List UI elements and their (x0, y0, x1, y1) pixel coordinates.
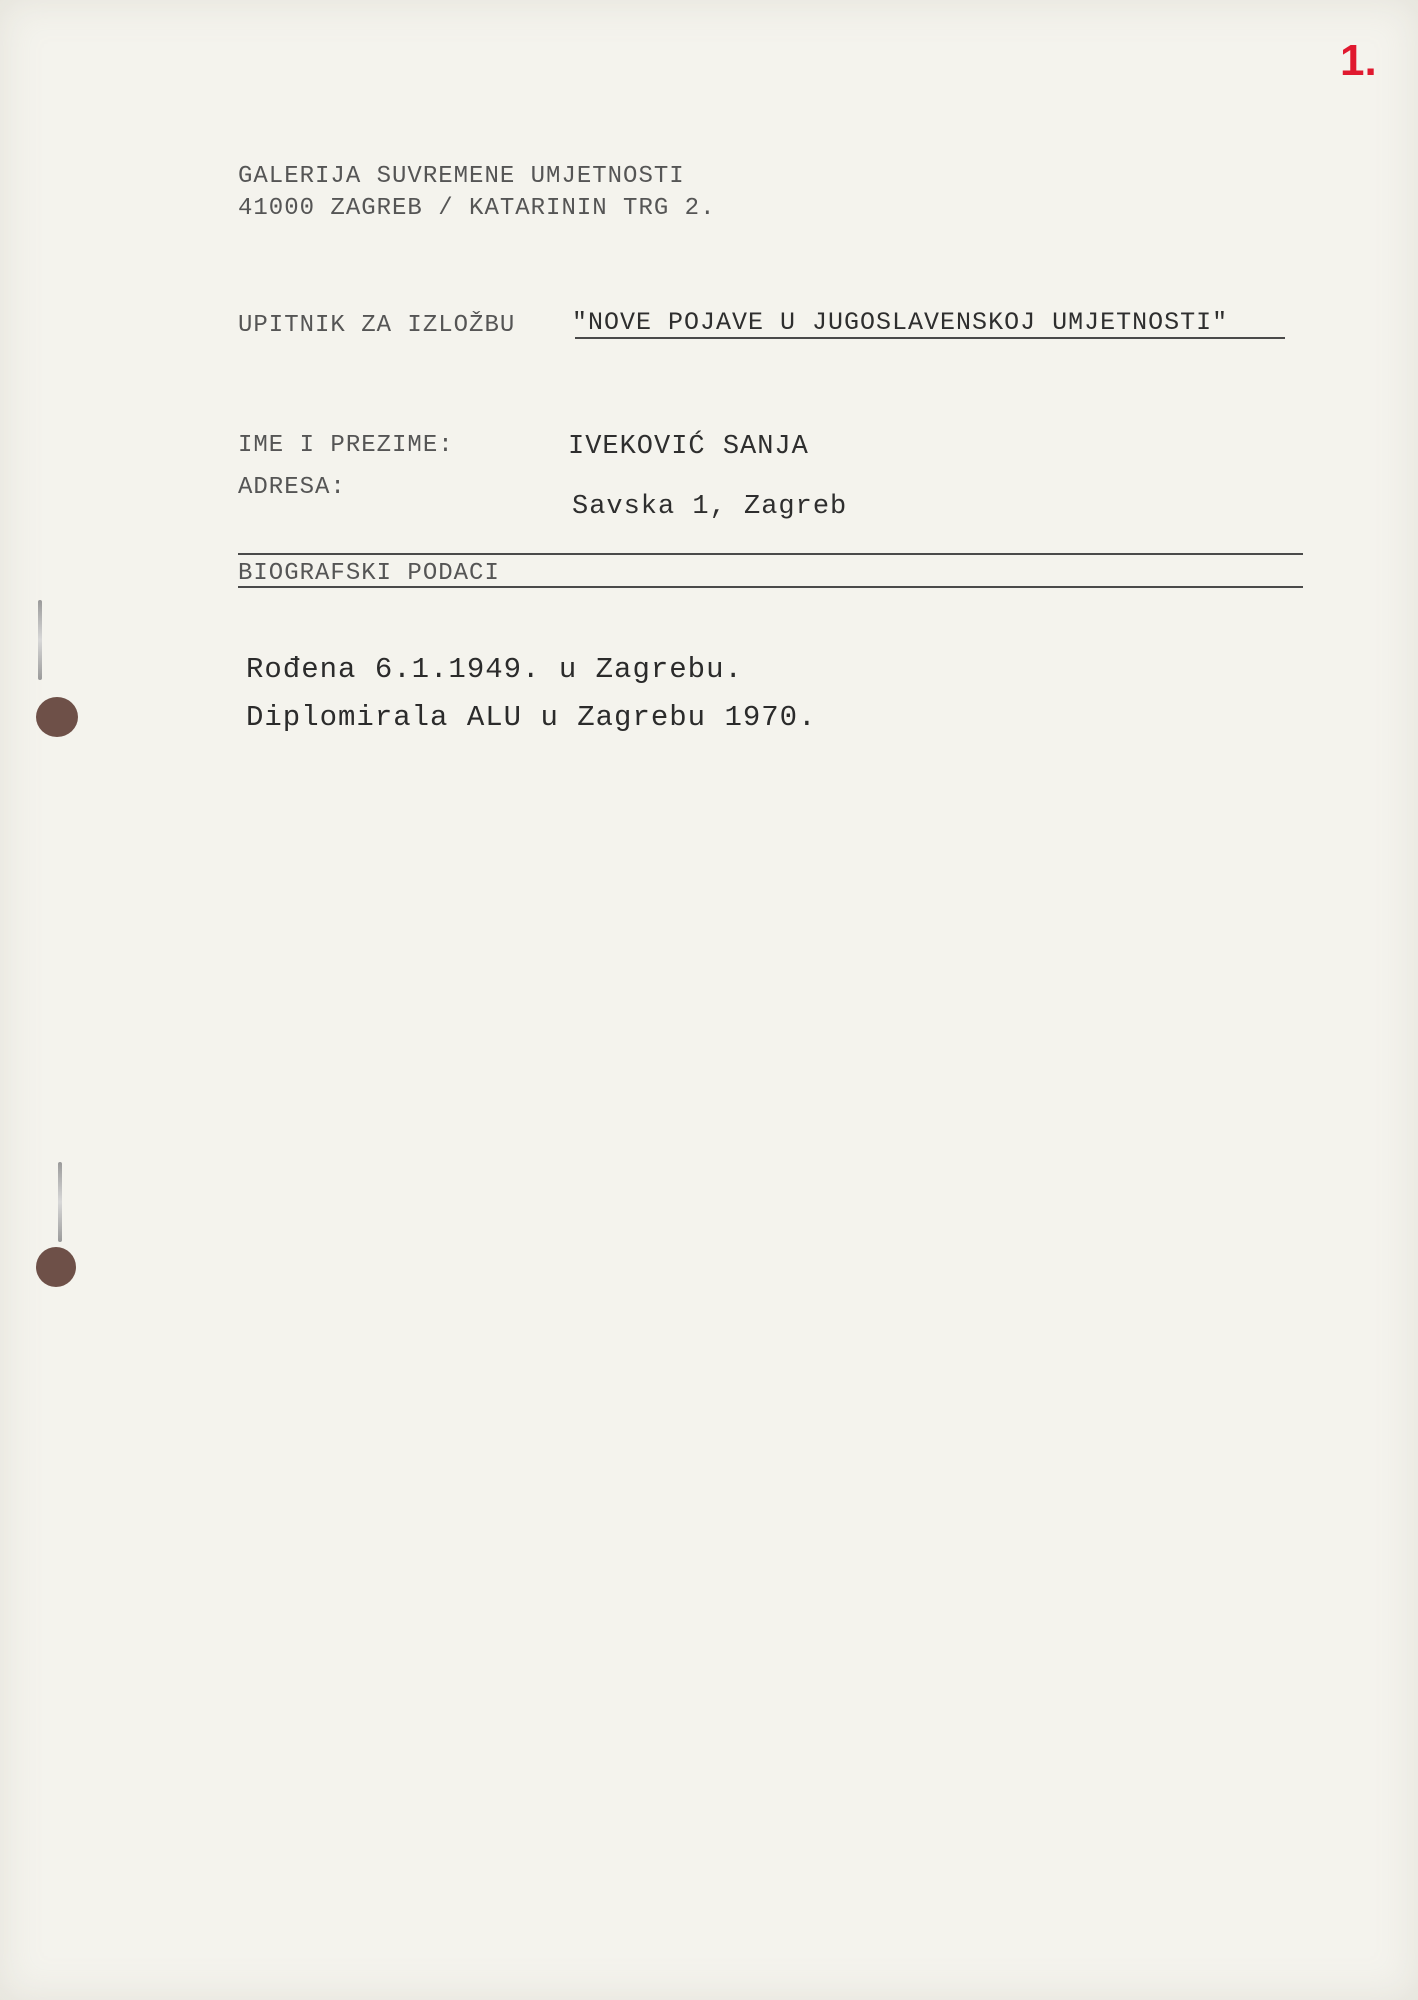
questionnaire-prefix: UPITNIK ZA IZLOŽBU (238, 312, 516, 339)
section-rule-bottom (238, 586, 1303, 588)
punch-hole (36, 1247, 76, 1287)
name-value: IVEKOVIĆ SANJA (568, 432, 809, 462)
name-label: IME I PREZIME: (238, 432, 454, 459)
title-underline (575, 337, 1285, 339)
address-value: Savska 1, Zagreb (572, 492, 848, 522)
address-label: ADRESA: (238, 474, 346, 501)
biography-birth: Rođena 6.1.1949. u Zagrebu. (246, 653, 743, 686)
biography-education: Diplomirala ALU u Zagrebu 1970. (246, 701, 817, 734)
gallery-address: 41000 ZAGREB / KATARININ TRG 2. (238, 195, 716, 222)
staple-mark (58, 1162, 62, 1242)
page-number: 1. (1340, 36, 1377, 85)
staple-mark (38, 600, 42, 680)
section-title: BIOGRAFSKI PODACI (238, 560, 500, 587)
section-rule-top (238, 553, 1303, 555)
punch-hole (36, 697, 78, 737)
gallery-name: GALERIJA SUVREMENE UMJETNOSTI (238, 163, 685, 190)
exhibition-title: "NOVE POJAVE U JUGOSLAVENSKOJ UMJETNOSTI" (572, 308, 1229, 337)
